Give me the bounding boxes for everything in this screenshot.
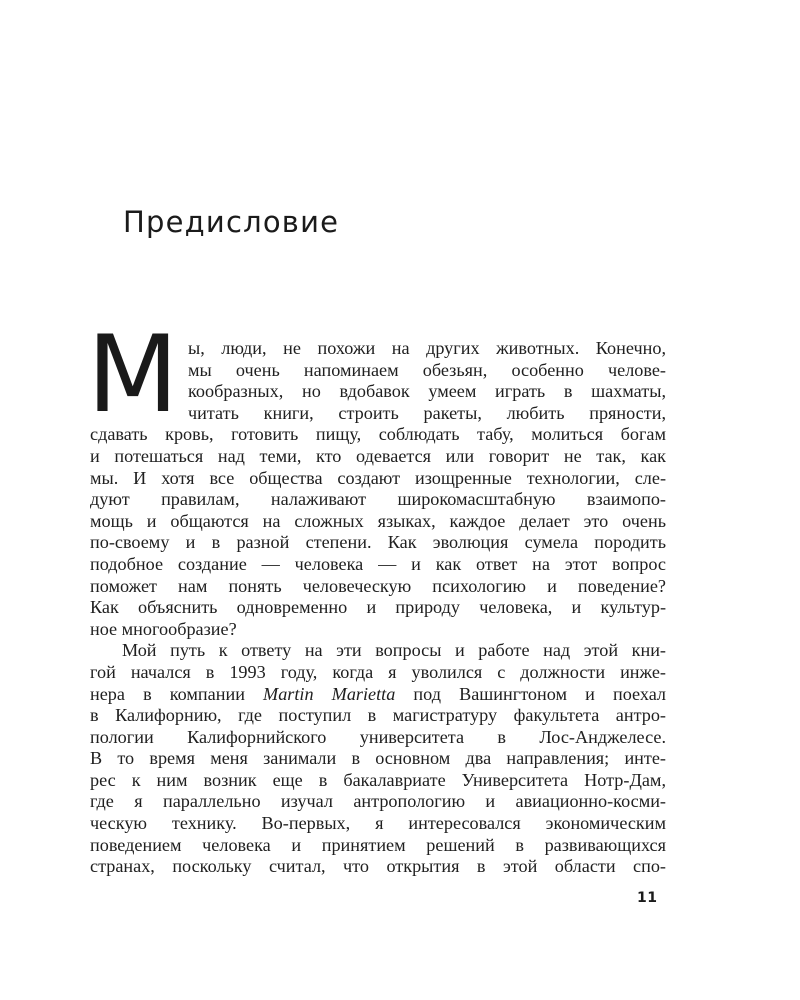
company-name-italic: Martin Marietta (263, 683, 396, 704)
text-line: дуют правилам, налаживают широкомасштабную взаимопо- (90, 489, 666, 510)
text-line: Как объяснить одновременно и природу человека, и культур- (90, 597, 666, 618)
text-line: пологии Калифорнийского университета в Лос-Анджелесе. (90, 726, 666, 747)
text-line: мощь и общаются на сложных языках, каждое делает это очень (90, 510, 666, 531)
text-line: Мой путь к ответу на эти вопросы и работе над этой кни- (122, 640, 666, 661)
text-line: ное многообразие? (90, 618, 237, 639)
text-line: странах, поскольку считал, что открытия в этой области спо- (90, 856, 666, 877)
text-line: В то время меня занимали в основном два направления; инте- (90, 748, 666, 769)
text-line (90, 684, 666, 706)
text-line: поведением человека и принятием решений в развивающихся (90, 834, 666, 855)
text-line: сдавать кровь, готовить пищу, соблюдать табу, молиться богам (90, 424, 666, 445)
text-line: и потешаться над теми, кто одевается или говорит не так, как (90, 445, 666, 466)
text-line: мы. И хотя все общества создают изощренные технологии, сле- (90, 467, 666, 488)
text-line: в Калифорнию, где поступил в магистратуру факультета антро- (90, 705, 666, 726)
text-line: ческую технику. Во-первых, я интересовался экономическим (90, 813, 666, 834)
text-line: кообразных, но вдобавок умеем играть в шахматы, (188, 381, 666, 402)
text-segment: под Вашингтоном и поехал (395, 683, 667, 704)
page-number: 11 (637, 890, 658, 906)
text-segment: нера в компании (90, 683, 264, 704)
drop-cap: М (87, 313, 176, 436)
text-line: мы очень напоминаем обезьян, особенно челове- (188, 359, 666, 380)
text-line: где я параллельно изучал антропологию и авиационно-косми- (90, 791, 666, 812)
text-line: подобное создание — человека — и как ответ на этот вопрос (90, 553, 666, 574)
chapter-title: Предисловие (123, 205, 340, 239)
body-text (90, 338, 666, 878)
text-line: гой начался в 1993 году, когда я уволился с должности инже- (90, 661, 666, 682)
text-line: читать книги, строить ракеты, любить пряности, (188, 402, 666, 423)
text-line: по-своему и в разной степени. Как эволюция сумела породить (90, 532, 666, 553)
text-line: ы, люди, не похожи на других животных. Конечно, (188, 338, 666, 358)
text-line: рес к ним возник еще в бакалавриате Университета Нотр-Дам, (90, 769, 666, 790)
text-line: поможет нам понять человеческую психологию и поведение? (90, 575, 666, 596)
